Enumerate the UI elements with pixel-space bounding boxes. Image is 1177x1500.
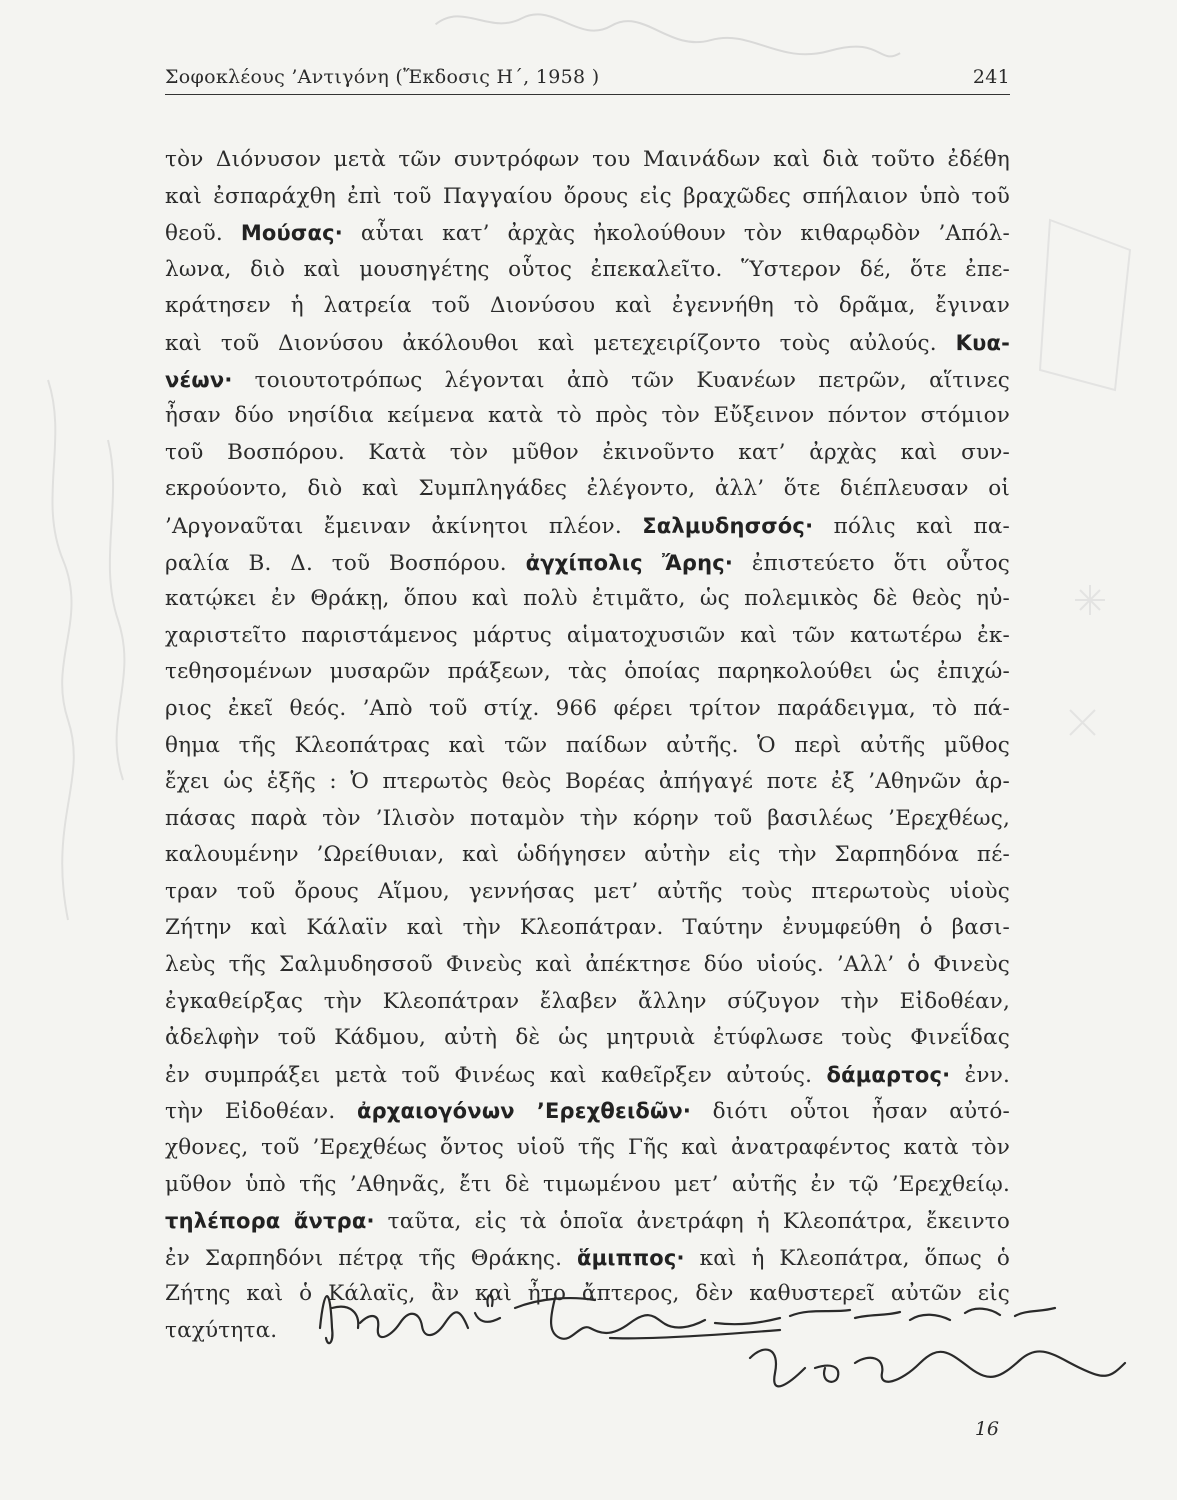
text-line — [165, 215, 1010, 252]
text-segment: Ζήτην καὶ Κάλαϊν καὶ τὴν Κλεοπάτραν. Ταύτην ἐνυμφεύθη ὁ βασι- — [165, 915, 1010, 941]
lemma-term: ἀγχίπολις Ἄρης· — [525, 550, 734, 575]
text-line — [165, 581, 1010, 618]
lemma-term: δάμαρτος· — [826, 1062, 951, 1087]
text-line — [165, 545, 1010, 582]
text-line — [165, 910, 1010, 947]
text-segment: καλουμένην ’Ωρείθυιαν, καὶ ὡδήγησεν αὐτὴν εἰς τὴν Σαρπηδόνα πέ- — [165, 842, 1010, 868]
bleed-through-margin-left — [8, 360, 158, 960]
text-segment: καὶ ἐσπαράχθη ἐπὶ τοῦ Παγγαίου ὄρους εἰς βραχῶδες σπήλαιον ὑπὸ τοῦ — [165, 183, 1010, 209]
text-segment: μῦθον ὑπὸ τῆς ’Αθηνᾶς, ἔτι δὲ τιμωμένου μετ’ αὐτῆς ἐν τῷ ’Ερεχθείῳ. — [165, 1171, 1010, 1197]
text-line — [165, 947, 1010, 984]
text-segment: λεὺς τῆς Σαλμυδησσοῦ Φινεὺς καὶ ἀπέκτησε δύο υἱούς. ’Αλλ’ ὁ Φινεὺς — [165, 952, 1010, 978]
text-segment: κράτησεν ἡ λατρεία τοῦ Διονύσου καὶ ἐγεννήθη τὸ δρᾶμα, ἔγιναν — [165, 293, 1010, 319]
handwritten-signature — [310, 1268, 1130, 1408]
text-segment: ἔχει ὡς ἑξῆς : Ὁ πτερωτὸς θεὸς Βορέας ἀπήγαγέ ποτε ἐξ ’Αθηνῶν ἁρ- — [165, 769, 1010, 795]
lemma-term: Σαλμυδησσός· — [642, 513, 814, 538]
text-segment: ἐν Σαρπηδόνι πέτρᾳ τῆς Θράκης. — [165, 1245, 577, 1271]
text-segment: λωνα, διὸ καὶ μουσηγέτης οὗτος ἐπεκαλεῖτο. Ὕστερον δέ, ὅτε ἐπε- — [165, 256, 1010, 282]
text-segment: τεθησομένων μυσαρῶν πράξεων, τὰς ὁποίας παρηκολούθει ὡς ἐπιχώ- — [165, 659, 1010, 685]
text-line — [165, 618, 1010, 655]
text-line — [165, 654, 1010, 691]
text-line — [165, 691, 1010, 728]
text-line — [165, 252, 1010, 289]
text-segment: πόλις καὶ πα- — [813, 513, 1011, 539]
text-line — [165, 984, 1010, 1021]
text-segment: τοιουτοτρόπως λέγονται ἀπὸ τῶν Κυανέων πετρῶν, αἵτινες — [232, 367, 1010, 393]
page-number: 241 — [972, 66, 1010, 88]
lemma-term: νέων· — [165, 367, 233, 392]
text-line — [165, 1203, 1010, 1240]
text-segment: εκρούοντο, διὸ καὶ Συμπληγάδες ἐλέγοντο, ἀλλ’ ὅτε διέπλευσαν οἱ — [165, 476, 1010, 502]
text-segment: ἐν συμπράξει μετὰ τοῦ Φινέως καὶ καθεῖρξεν αὐτούς. — [165, 1062, 827, 1088]
lemma-term: ἀρχαιογόνων ’Ερεχθειδῶν· — [356, 1099, 692, 1124]
lemma-term: τηλέπορα ἄντρα· — [165, 1209, 375, 1234]
text-segment: ἐνν. — [950, 1062, 1010, 1088]
text-line — [165, 288, 1010, 325]
text-segment: καὶ ἡ Κλεοπάτρα, ὅπως ὁ — [684, 1245, 1010, 1271]
running-head-title: Σοφοκλέους ’Αντιγόνη (Ἔκδοσις Η΄, 1958 ) — [165, 66, 600, 88]
text-segment: τὸν Διόνυσον μετὰ τῶν συντρόφων του Μαινάδων καὶ διὰ τοῦτο ἐδέθη — [165, 147, 1010, 172]
text-line — [165, 1130, 1010, 1167]
text-segment: ’Αργοναῦται ἔμειναν ἀκίνητοι πλέον. — [165, 513, 643, 539]
lemma-term: Μούσας· — [240, 221, 343, 246]
text-segment: ἐγκαθείρξας τὴν Κλεοπάτραν ἔλαβεν ἄλλην σύζυγον τὴν Εἰδοθέαν, — [165, 988, 1010, 1014]
text-segment: κατῴκει ἐν Θράκῃ, ὅπου καὶ πολὺ ἐτιμᾶτο, ὡς πολεμικὸς δὲ θεὸς ηὐ- — [165, 586, 1010, 612]
text-line — [165, 471, 1010, 508]
lemma-term: Κυα- — [955, 330, 1010, 355]
text-segment: ταχύτητα. — [165, 1318, 278, 1343]
text-segment: αὗται κατ’ ἀρχὰς ἠκολούθουν τὸν κιθαρῳδὸν ’Απόλ- — [342, 221, 1010, 247]
text-line — [165, 801, 1010, 838]
text-line — [165, 1167, 1010, 1204]
text-segment: ριος ἐκεῖ θεός. ’Απὸ τοῦ στίχ. 966 φέρει τρίτον παράδειγμα, τὸ πά- — [165, 695, 1010, 721]
text-segment: ἀδελφὴν τοῦ Κάδμου, αὐτὴ δὲ ὡς μητρυιὰ ἐτύφλωσε τοὺς Φινεΐδας — [165, 1025, 1010, 1051]
text-line — [165, 1057, 1010, 1094]
text-segment: χαριστεῖτο παριστάμενος μάρτυς αἱματοχυσιῶν καὶ τῶν κατωτέρω ἐκ- — [165, 622, 1010, 648]
text-segment: ραλία Β. Δ. τοῦ Βοσπόρου. — [165, 550, 526, 576]
text-line — [165, 728, 1010, 765]
text-line — [165, 1020, 1010, 1057]
commentary-text — [165, 142, 1010, 1350]
text-segment: τὴν Εἰδοθέαν. — [165, 1099, 357, 1125]
text-segment: θημα τῆς Κλεοπάτρας καὶ τῶν παίδων αὐτῆς. Ὁ περὶ αὐτῆς μῦθος — [165, 732, 1010, 758]
text-line — [165, 435, 1010, 472]
signature-mark: 16 — [974, 1418, 999, 1440]
lemma-term: ἅμιππος· — [576, 1245, 685, 1270]
text-segment: πάσας παρὰ τὸν ’Ιλισὸν ποταμὸν τὴν κόρην τοῦ βασιλέως ’Ερεχθέως, — [165, 805, 1010, 831]
bleed-through-margin-right — [1020, 190, 1170, 790]
text-segment: ταῦτα, εἰς τὰ ὁποῖα ἀνετράφη ἡ Κλεοπάτρα, ἔκειντο — [374, 1209, 1011, 1235]
text-segment: τραν τοῦ ὄρους Αἵμου, γεννήσας μετ’ αὐτῆς τοὺς πτερωτοὺς υἱοὺς — [165, 878, 1010, 904]
text-line — [165, 1093, 1010, 1130]
text-segment: τοῦ Βοσπόρου. Κατὰ τὸν μῦθον ἐκινοῦντο κατ’ ἀρχὰς καὶ συν- — [165, 439, 1010, 465]
text-line — [165, 362, 1010, 399]
text-segment: ἦσαν δύο νησίδια κείμενα κατὰ τὸ πρὸς τὸν Εὔξεινον πόντον στόμιον — [165, 403, 1010, 429]
text-line — [165, 764, 1010, 801]
running-head — [165, 66, 1010, 96]
text-line — [165, 142, 1010, 179]
text-segment: θεοῦ. — [165, 221, 241, 247]
text-segment: διότι οὗτοι ἦσαν αὐτό- — [691, 1099, 1010, 1125]
text-segment: Ζήτης καὶ ὁ Κάλαϊς, ἂν καὶ ἦτο ἄπτερος, δὲν καθυστερεῖ αὐτῶν εἰς — [165, 1281, 1010, 1307]
text-line — [165, 179, 1010, 216]
text-segment: χθονες, τοῦ ’Ερεχθέως ὄντος υἱοῦ τῆς Γῆς καὶ ἀνατραφέντος κατὰ τὸν — [165, 1135, 1010, 1161]
text-segment: ἐπιστεύετο ὅτι οὗτος — [733, 550, 1010, 576]
text-line — [165, 398, 1010, 435]
header-rule — [165, 94, 1010, 95]
text-line — [165, 874, 1010, 911]
text-line — [165, 508, 1010, 545]
text-line — [165, 325, 1010, 362]
text-segment: καὶ τοῦ Διονύσου ἀκόλουθοι καὶ μετεχειρίζοντο τοὺς αὐλούς. — [165, 330, 956, 356]
text-line — [165, 837, 1010, 874]
